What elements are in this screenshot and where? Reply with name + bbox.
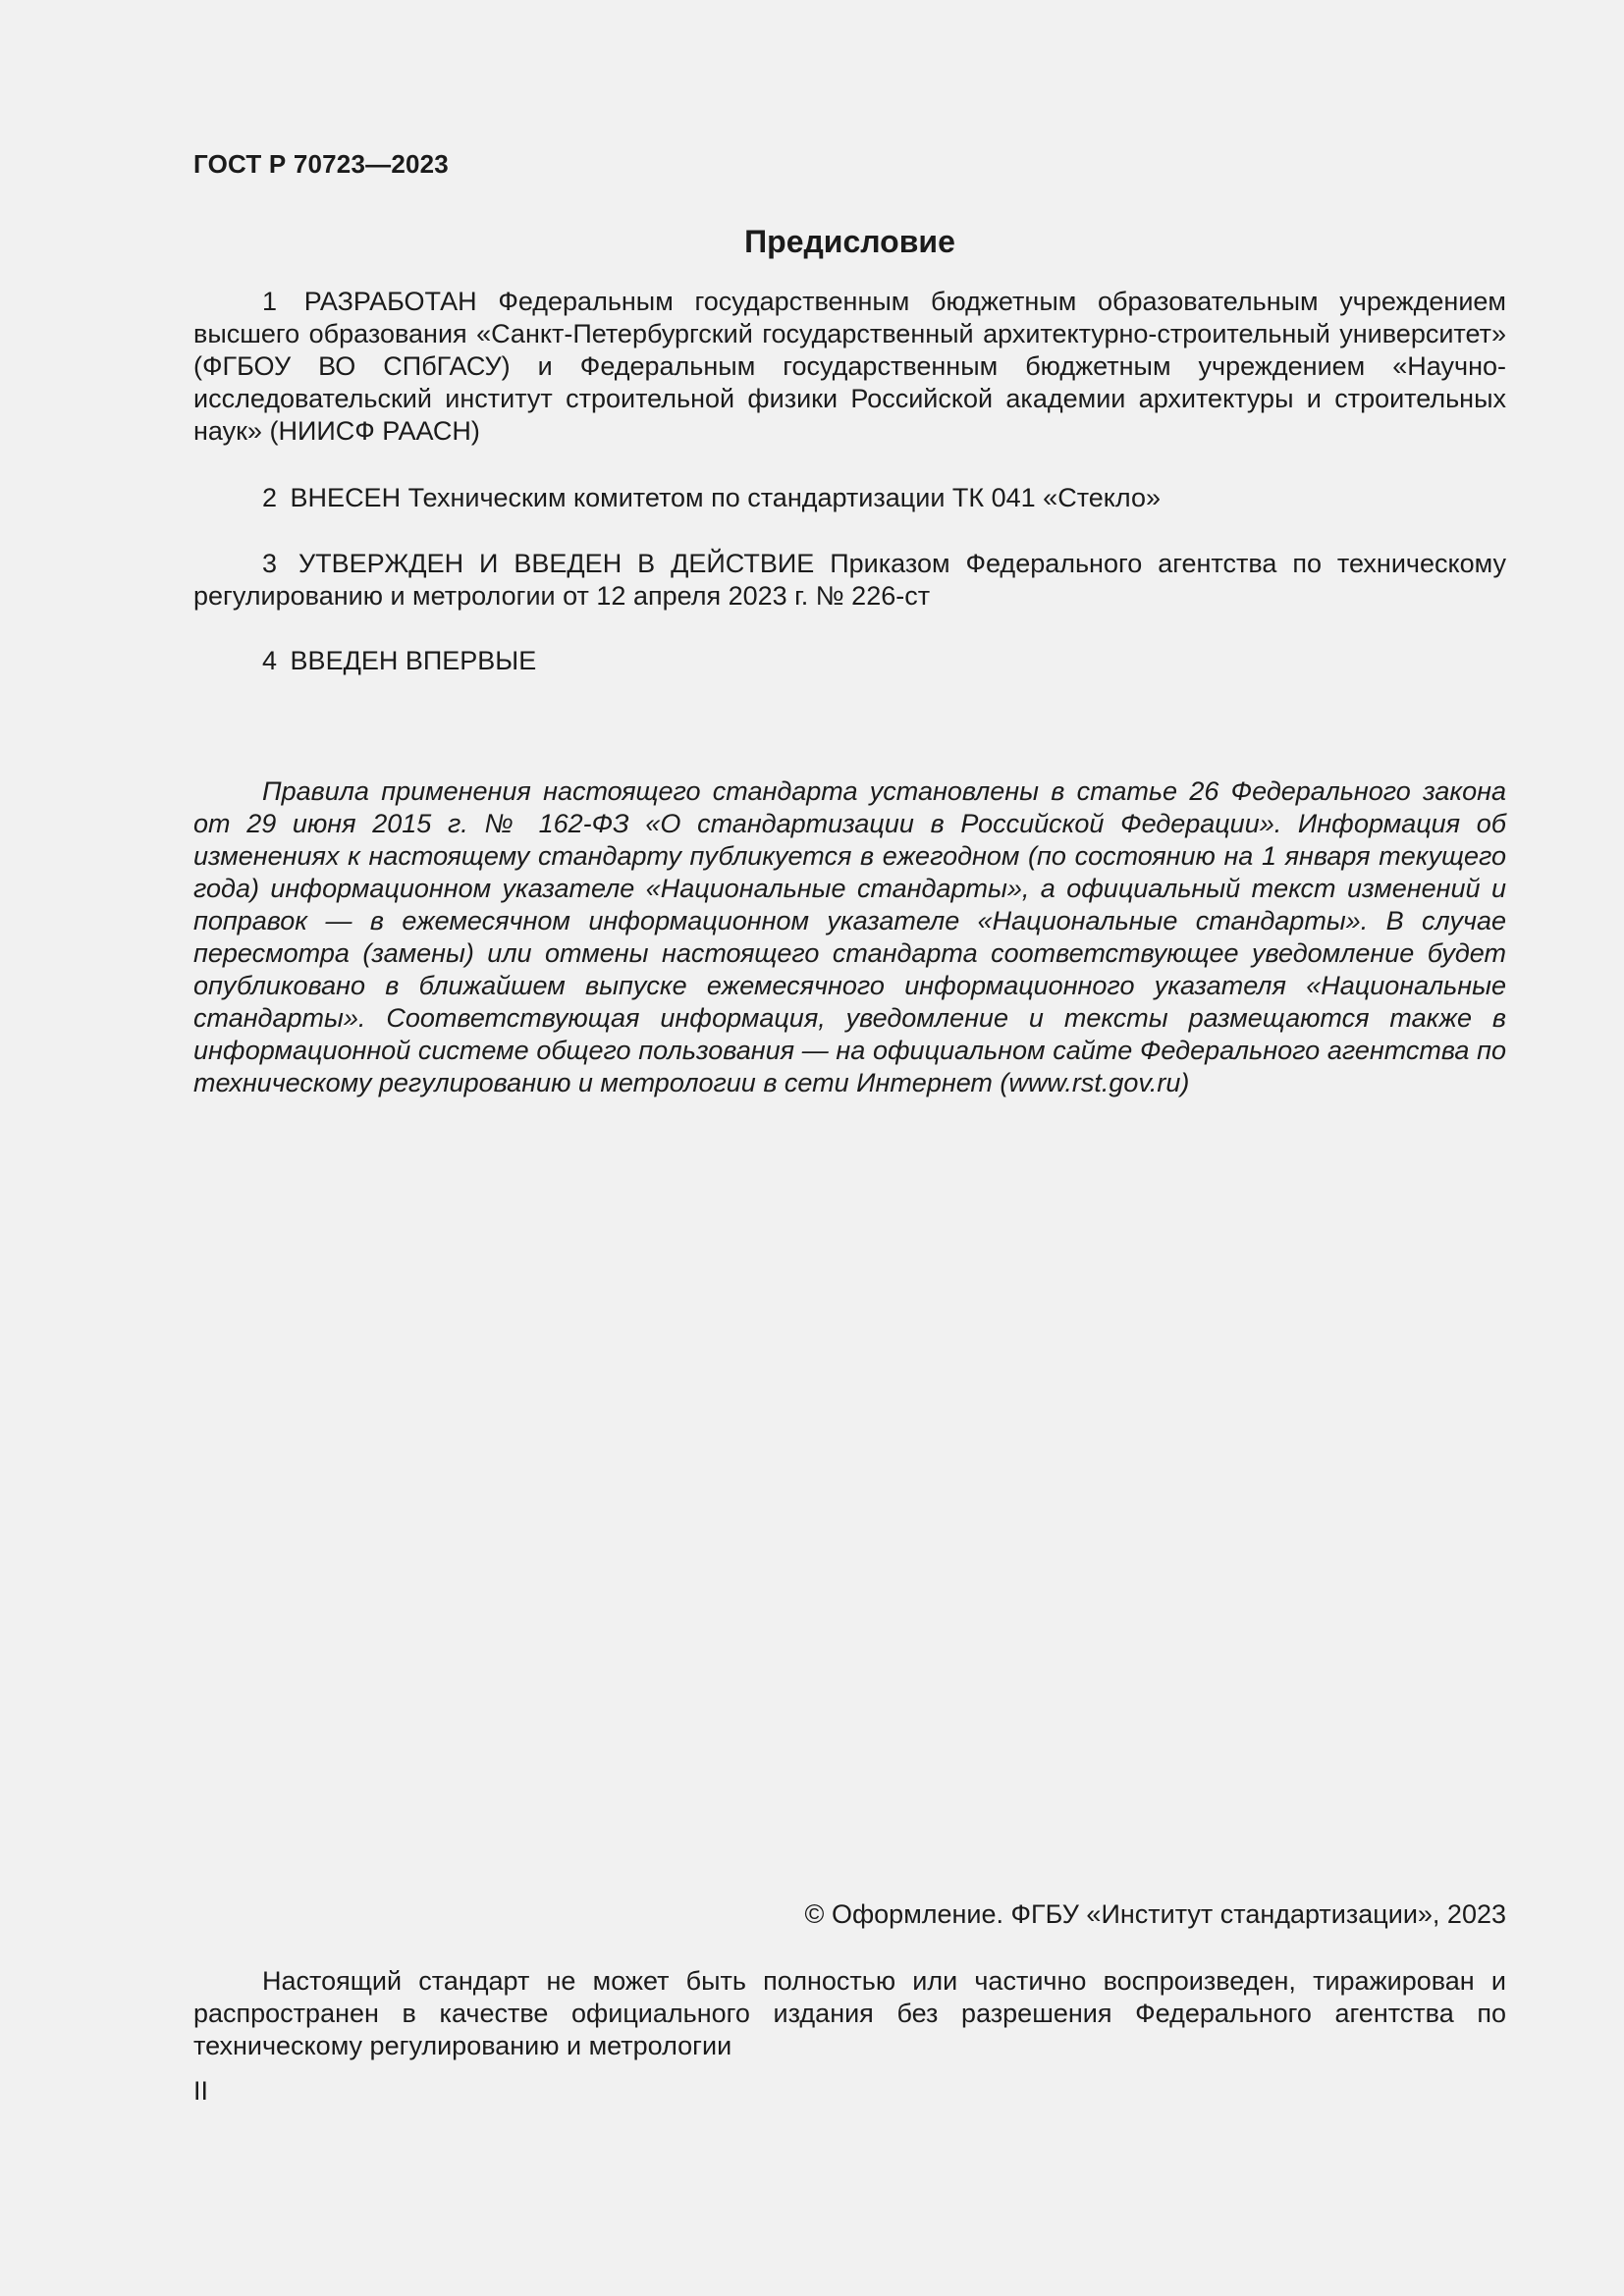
item-text: ВВЕДЕН ВПЕРВЫЕ (290, 646, 537, 675)
page-number: II (193, 2076, 209, 2106)
reproduction-notice: Настоящий стандарт не может быть полностью или частично воспроизведен, тиражирован и распространен в качестве официального издания без разрешения Федерального агентства по техническому регулированию и метрологии (193, 1966, 1506, 2060)
document-code-header: ГОСТ Р 70723—2023 (193, 149, 449, 179)
item-number: 4 (262, 646, 278, 675)
item-text: УТВЕРЖДЕН И ВВЕДЕН В ДЕЙСТВИЕ Приказом Федерального агентства по техническому регулированию и метрологии от 12 апреля 2023 г. № 226-ст (193, 549, 1506, 611)
application-rules-note: Правила применения настоящего стандарта установлены в статье 26 Федерального закона от 29 июня 2015 г. № 162-ФЗ «О стандартизации в Российской Федерации». Информация об изменениях к настоящему стандарту публикуется в ежегодном (по состоянию на 1 января текущего года) информационном указателе «Национальные стандарты», а официальный текст изменений и поправок — в ежемесячном информационном указателе «Национальные стандарты». В случае пересмотра (замены) или отмены настоящего стандарта соответствующее уведомление будет опубликовано в ближайшем выпуске ежемесячного информационного указателя «Национальные стандарты». Соответствующая информация, уведомление и тексты размещаются также в информационной системе общего пользования — на официальном сайте Федерального агентства по техническому регулированию и метрологии в сети Интернет (www.rst.gov.ru) (193, 776, 1506, 1097)
item-text: РАЗРАБОТАН Федеральным государственным бюджетным образовательным учреждением высшего образования «Санкт-Петербургский государственный архитектурно-строительный университет» (ФГБОУ ВО СПбГАСУ) и Федеральным государственным бюджетным учреждением «Научно-исследовательский институт строительной физики Российской академии архитектуры и строительных наук» (НИИСФ РААСН) (193, 287, 1506, 446)
page-title: Предисловие (744, 224, 955, 259)
item-number: 2 (262, 483, 278, 512)
foreword-item-3 (193, 548, 1506, 613)
foreword-item-2 (193, 482, 1506, 514)
item-number: 3 (262, 549, 278, 578)
foreword-item-4 (193, 645, 1506, 677)
copyright-line: © Оформление. ФГБУ «Институт стандартизации», 2023 (804, 1899, 1506, 1929)
foreword-item-1 (193, 286, 1506, 448)
item-number: 1 (262, 287, 278, 316)
item-text: ВНЕСЕН Техническим комитетом по стандартизации ТК 041 «Стекло» (290, 483, 1161, 512)
